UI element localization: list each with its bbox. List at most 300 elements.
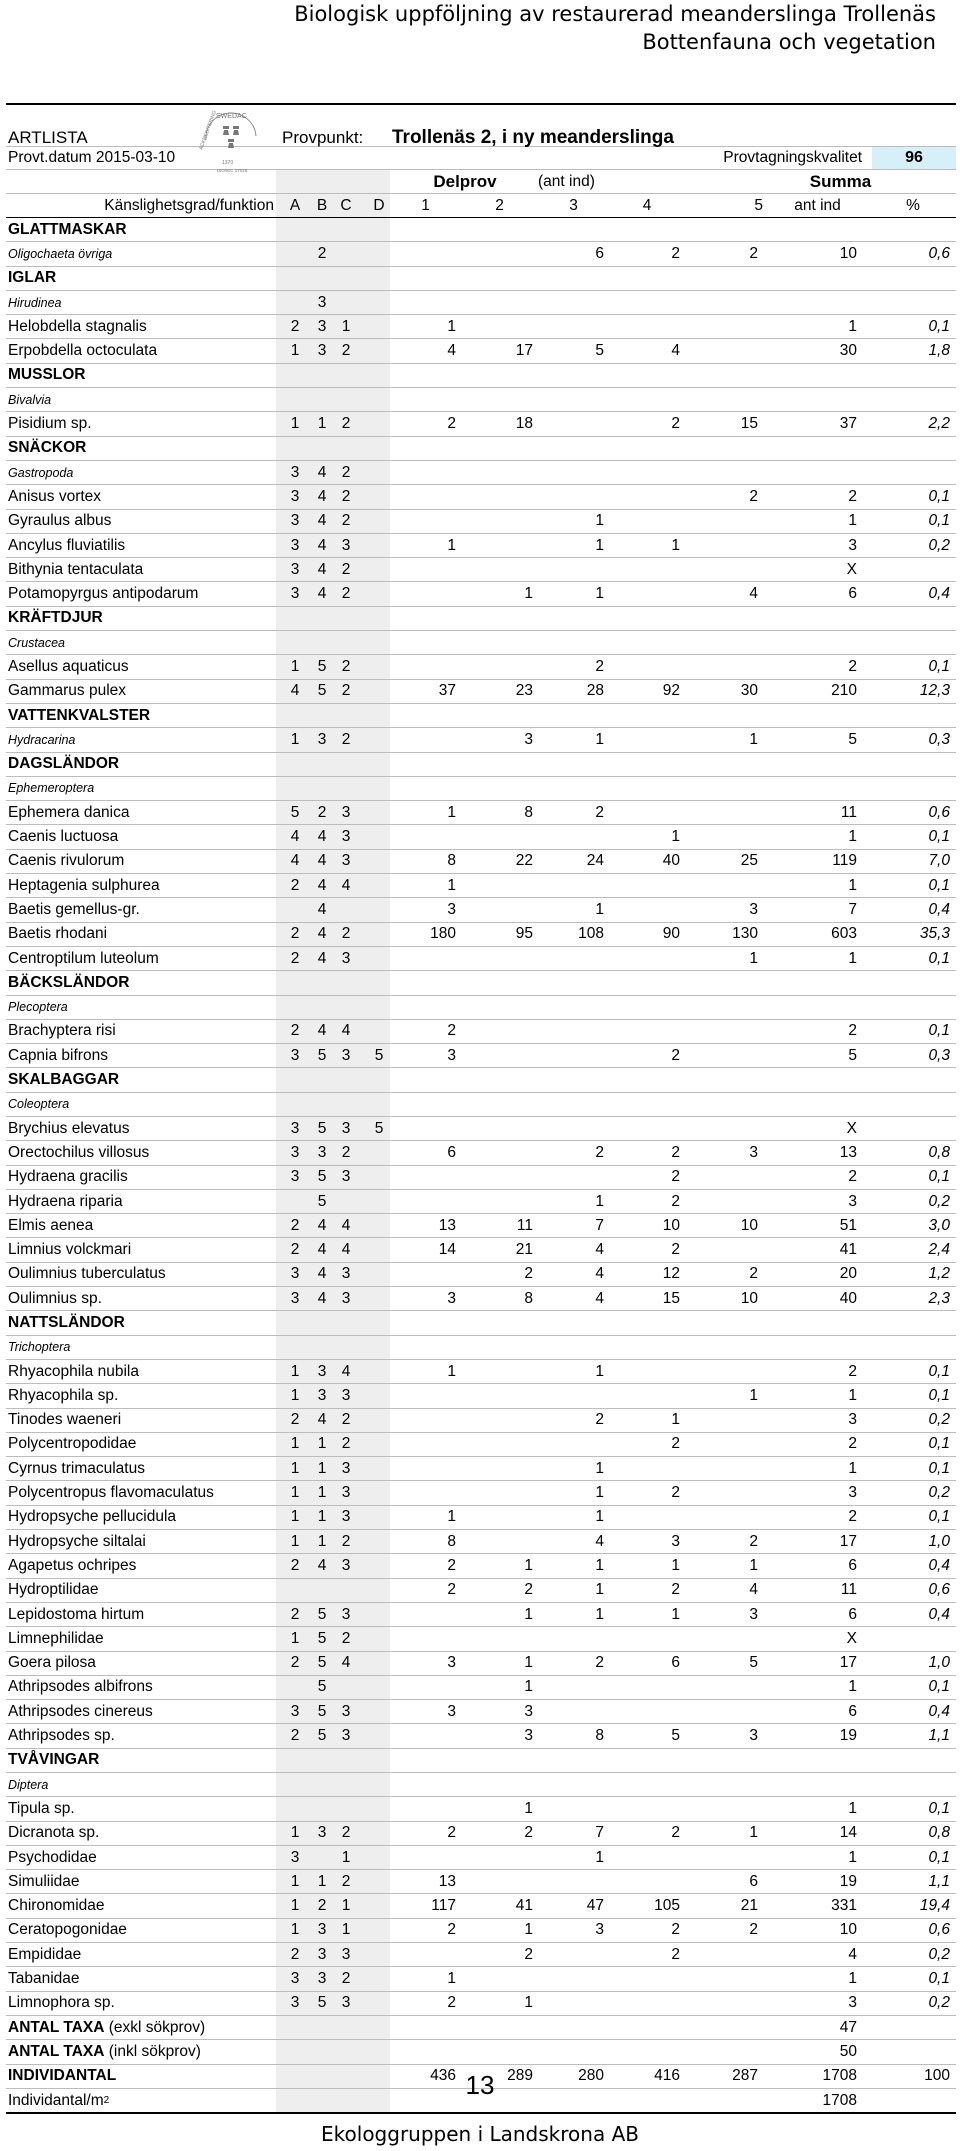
col-d-cell: 5 (374, 1119, 384, 1137)
species-row (6, 1238, 956, 1262)
col-3-cell: 1 (595, 1192, 604, 1210)
col-d-cell (370, 1652, 388, 1675)
col-d-cell (370, 1700, 388, 1723)
col-a-cell: 4 (290, 828, 300, 846)
group-name: SKALBAGGAR (8, 1071, 120, 1089)
col-5-cell (685, 825, 758, 848)
col-4-cell: 12 (662, 1265, 680, 1283)
antal-taxa-inkl-label (8, 2040, 278, 2063)
col-3-cell (538, 315, 604, 338)
col-5-cell (685, 801, 758, 824)
col-a-cell: 2 (290, 1241, 300, 1259)
species-row (6, 582, 956, 606)
col-1-cell: 2 (447, 1994, 456, 2012)
col-b-cell: 5 (317, 1192, 327, 1210)
col-4-cell (609, 801, 680, 824)
col-b-cell: 4 (317, 560, 327, 578)
col-3-cell: 2 (595, 1143, 604, 1161)
col-pct-cell: 0,1 (928, 1362, 950, 1380)
col-5-cell: 25 (740, 852, 758, 870)
col-pct-cell: 0,1 (928, 317, 950, 335)
col-1-cell (390, 1797, 456, 1820)
col-3-cell (538, 1967, 604, 1990)
col-pct-cell: 2,2 (928, 415, 950, 433)
col-1-cell: 2 (447, 1022, 456, 1040)
col-b-cell: 4 (317, 828, 327, 846)
col-c-cell: 3 (341, 1605, 351, 1623)
col-pct-cell: 0,1 (928, 1435, 950, 1453)
col-1-cell: 1 (447, 1508, 456, 1526)
col-c-cell: 2 (341, 585, 351, 603)
col-2-cell (461, 485, 533, 508)
col-4-cell: 1 (671, 1605, 680, 1623)
col-5-cell: 4 (749, 585, 758, 603)
col-b-cell: 5 (317, 1727, 327, 1745)
subgroup-row (6, 777, 956, 801)
species-row (6, 1992, 956, 2016)
species-name: Caenis luctuosa (8, 828, 119, 846)
col-4-cell (609, 728, 680, 751)
col-total-cell: 2 (848, 1508, 857, 1526)
species-row (6, 1506, 956, 1530)
col-3-cell: 1 (595, 536, 604, 554)
subgroup-name: Crustacea (8, 635, 65, 650)
col-2-cell (461, 1336, 533, 1359)
col-5-cell (685, 1846, 758, 1869)
col-b-cell: 5 (317, 1046, 327, 1064)
col-pct-cell: 0,4 (928, 1702, 950, 1720)
col-pct-cell: 0,1 (928, 487, 950, 505)
col-b-cell: 4 (317, 1241, 327, 1259)
col-5-cell: 30 (740, 682, 758, 700)
col-1-cell (390, 1481, 456, 1504)
col-3-cell (538, 1336, 604, 1359)
species-row (6, 1166, 956, 1190)
col-b-cell: 4 (317, 949, 327, 967)
col-total-cell: 6 (848, 585, 857, 603)
col-total-cell: 3 (848, 1994, 857, 2012)
col-a-cell: 1 (290, 1872, 300, 1890)
col-total-cell: X (846, 1629, 857, 1647)
date-row (6, 147, 956, 170)
col-b-cell: 4 (317, 1265, 327, 1283)
artlista-label: ARTLISTA (8, 127, 88, 147)
species-row (6, 947, 956, 971)
col-3-cell: 2 (595, 803, 604, 821)
col-d-cell (370, 947, 388, 970)
col-d-cell (370, 534, 388, 557)
abcd-shade (276, 2016, 390, 2039)
group-name: NATTSLÄNDOR (8, 1314, 125, 1331)
species-row (6, 1384, 956, 1408)
col-a-cell: 2 (290, 1654, 300, 1672)
col-c-cell (337, 1797, 355, 1820)
col-total-cell: 4 (848, 1945, 857, 1963)
subgroup-name: Trichoptera (8, 1340, 71, 1355)
col-c-cell: 3 (341, 1046, 351, 1064)
col-c-cell: 2 (341, 682, 351, 700)
col-b-cell (313, 996, 331, 1019)
col-d-cell (370, 412, 388, 435)
col-5-cell (685, 315, 758, 338)
col-3-cell: 7 (595, 1216, 604, 1234)
col-d-cell (370, 923, 388, 946)
col-c-cell: 4 (341, 1216, 351, 1234)
col-d-cell (370, 1822, 388, 1845)
col-3-cell: 4 (595, 1265, 604, 1283)
col-a-cell (286, 1093, 304, 1116)
col-a-cell: 1 (290, 342, 300, 360)
col-2-cell: 1 (524, 1678, 533, 1696)
col-a-cell (286, 1336, 304, 1359)
col-4-cell (609, 1384, 680, 1407)
col-2-cell (461, 558, 533, 581)
col-5-cell (685, 1700, 758, 1723)
col-pct-cell: 1,2 (928, 1265, 950, 1283)
col-pct-cell (872, 388, 950, 411)
col-pct-cell: 0,6 (928, 1921, 950, 1939)
svg-text:ACKREDITERING: ACKREDITERING (198, 109, 218, 151)
species-row (6, 1700, 956, 1724)
col-c-cell: 4 (341, 1241, 351, 1259)
col-c-cell: 2 (341, 342, 351, 360)
species-row (6, 655, 956, 679)
individantal-m2-value: 1708 (822, 2091, 857, 2109)
col-total-cell: 3 (848, 1411, 857, 1429)
col-3-cell (538, 1773, 604, 1796)
col-4-cell (609, 1676, 680, 1699)
abcd-shade (276, 437, 390, 460)
exkl-label: (exkl sökprov) (104, 2018, 206, 2036)
col-a-cell: 5 (290, 803, 300, 821)
col-total-cell: 1 (848, 1848, 857, 1866)
col-d-cell (370, 1773, 388, 1796)
col-4-cell (609, 1773, 680, 1796)
subgroup-name: Plecoptera (8, 1000, 68, 1015)
col-c-cell: 2 (341, 487, 351, 505)
species-name: Hydraena riparia (8, 1192, 123, 1210)
col-pct-cell: 0,1 (928, 1848, 950, 1866)
footer-text: Ekologgruppen i Landskrona AB (321, 2122, 639, 2146)
col-2-cell (461, 898, 533, 921)
col-b-cell (313, 1773, 331, 1796)
col-1-cell: 14 (438, 1241, 456, 1259)
col-a-cell: 1 (290, 1532, 300, 1550)
svg-text:SWEDAC: SWEDAC (216, 113, 247, 120)
col-5-cell: 3 (749, 1605, 758, 1623)
col-b-cell: 2 (317, 1897, 327, 1915)
col-total-cell: 30 (839, 342, 857, 360)
abcd-shade (276, 607, 390, 630)
col-2-cell (461, 947, 533, 970)
col-1-cell: 1 (447, 803, 456, 821)
col-total-cell: 11 (840, 803, 857, 821)
col-total-cell: 2 (848, 1435, 857, 1453)
col-c-cell: 1 (341, 317, 351, 335)
col-b-cell: 4 (317, 1022, 327, 1040)
col-d-cell (370, 1093, 388, 1116)
col-total-cell (763, 631, 857, 654)
col-2-cell (461, 461, 533, 484)
col-5-cell: 1 (749, 1556, 758, 1574)
col-c-cell: 3 (341, 1289, 351, 1307)
col-4-cell: 1 (671, 1411, 680, 1429)
col-2-cell: 1 (524, 1994, 533, 2012)
col-1-cell (390, 996, 456, 1019)
species-name: Hydropsyche pellucidula (8, 1508, 177, 1526)
col-2-cell: 3 (524, 1727, 533, 1745)
species-name: Limnophora sp. (8, 1994, 115, 2012)
group-row (6, 364, 956, 388)
col-5-cell: 1 (749, 1386, 758, 1404)
col-pct-header: % (906, 196, 920, 214)
col-pct-cell (872, 631, 950, 654)
species-row (6, 1263, 956, 1287)
col-1-cell (390, 1336, 456, 1359)
species-row (6, 339, 956, 363)
col-2-cell: 1 (524, 1605, 533, 1623)
col-3-cell: 4 (595, 1289, 604, 1307)
col-total-cell: 11 (840, 1581, 857, 1599)
col-3-cell: 1 (595, 730, 604, 748)
col-2-cell (461, 1967, 533, 1990)
col-c-cell: 2 (341, 1872, 351, 1890)
species-row (6, 1870, 956, 1894)
col-2-cell: 8 (524, 803, 533, 821)
col-4-cell (609, 315, 680, 338)
col-d-cell (370, 1724, 388, 1747)
col-c-cell: 3 (341, 1994, 351, 2012)
antal-taxa-inkl-row (6, 2040, 956, 2064)
col-a-cell: 2 (290, 1556, 300, 1574)
col-3-cell (538, 461, 604, 484)
col-5-cell (685, 996, 758, 1019)
col-total-cell: 40 (839, 1289, 857, 1307)
col-pct-cell: 0,4 (928, 1605, 950, 1623)
subgroup-row (6, 1093, 956, 1117)
species-row (6, 825, 956, 849)
col-1-cell (390, 461, 456, 484)
species-name: Pisidium sp. (8, 415, 92, 433)
col-3-cell (538, 1433, 604, 1456)
species-row (6, 923, 956, 947)
col-1-cell: 2 (447, 1921, 456, 1939)
col-d-cell (370, 1870, 388, 1893)
col-2-cell: 3 (524, 1702, 533, 1720)
col-d-cell (370, 874, 388, 897)
col-total-cell: 1 (848, 1459, 857, 1477)
col-a-cell (286, 1773, 304, 1796)
col-total-cell: 2 (848, 1362, 857, 1380)
species-row (6, 1894, 956, 1918)
col-d-cell (370, 1797, 388, 1820)
col-5-cell (685, 655, 758, 678)
col-4-cell: 2 (671, 1945, 680, 1963)
col-2-cell (461, 1141, 533, 1164)
col-b-cell (313, 1797, 331, 1820)
species-row (6, 1943, 956, 1967)
col-total-cell: 1 (848, 1386, 857, 1404)
col-5-cell: 6 (749, 1872, 758, 1890)
subgroup-row (6, 996, 956, 1020)
species-row (6, 1481, 956, 1505)
col-b-cell: 3 (317, 293, 327, 311)
col-total-cell: 1 (848, 828, 857, 846)
col-4-cell (609, 1967, 680, 1990)
col-1-cell (390, 242, 456, 265)
species-name: Agapetus ochripes (8, 1556, 137, 1574)
col-2-cell (461, 1433, 533, 1456)
abcd-shade (276, 704, 390, 727)
col-total-cell: 13 (839, 1143, 857, 1161)
col-c-cell: 3 (341, 1459, 351, 1477)
col-1-cell (390, 1093, 456, 1116)
col-3-cell: 47 (586, 1897, 604, 1915)
col-a-cell: 2 (290, 1022, 300, 1040)
col-3-cell (538, 947, 604, 970)
col-b-cell: 3 (317, 1921, 327, 1939)
col-1-cell: 2 (447, 1824, 456, 1842)
col-c-cell: 3 (341, 1727, 351, 1745)
group-row (6, 704, 956, 728)
col-b-cell (313, 1336, 331, 1359)
subgroup-row (6, 728, 956, 752)
col-2-cell (461, 1481, 533, 1504)
col-4-cell (609, 510, 680, 533)
col-1-cell (390, 1117, 456, 1140)
col-4-cell: 4 (671, 342, 680, 360)
col-pct-cell: 0,1 (928, 876, 950, 894)
species-name: Oulimnius sp. (8, 1289, 102, 1307)
group-name: SNÄCKOR (8, 439, 87, 457)
col-pct-cell: 0,3 (928, 1046, 950, 1064)
species-name: Athripsodes cinereus (8, 1702, 153, 1720)
col-c-cell: 3 (341, 803, 351, 821)
col-4-cell: 105 (654, 1897, 680, 1915)
col-a-cell: 3 (290, 512, 300, 530)
col-1-cell: 3 (447, 900, 456, 918)
col-d-cell (370, 1409, 388, 1432)
col-5-cell (685, 1627, 758, 1650)
col-1-cell (390, 1846, 456, 1869)
col-3-cell: 108 (578, 925, 604, 943)
col-2-cell (461, 996, 533, 1019)
col-a-cell: 2 (290, 1605, 300, 1623)
col-total-cell: 3 (848, 1192, 857, 1210)
col-total-cell: 2 (848, 1022, 857, 1040)
col-1-cell (390, 582, 456, 605)
col-3-cell (538, 1870, 604, 1893)
col-2-cell (461, 315, 533, 338)
species-row (6, 1020, 956, 1044)
col-1-cell: 13 (438, 1872, 456, 1890)
col-a-cell (286, 388, 304, 411)
col-2-cell: 1 (524, 1556, 533, 1574)
col-pct-cell: 0,6 (928, 803, 950, 821)
col-5-cell (685, 631, 758, 654)
col-1-cell (390, 1409, 456, 1432)
species-list-table (6, 103, 956, 2114)
col-c-cell: 3 (341, 1702, 351, 1720)
col-5-cell (685, 1506, 758, 1529)
col-a-cell: 2 (290, 317, 300, 335)
col-4-cell (609, 947, 680, 970)
col-1-cell (390, 947, 456, 970)
col-3-cell: 24 (586, 852, 604, 870)
col-1-cell (390, 558, 456, 581)
col-2-cell (461, 1384, 533, 1407)
col-a-cell (286, 898, 304, 921)
species-name: Centroptilum luteolum (8, 949, 159, 967)
kvalitet-label: Provtagningskvalitet (723, 149, 862, 166)
col-5-cell (685, 339, 758, 362)
col-a-cell (286, 996, 304, 1019)
inkl-label: (inkl sökprov) (104, 2042, 201, 2060)
col-3-cell: 1 (595, 1605, 604, 1623)
col-a-cell: 1 (290, 1484, 300, 1502)
col-c-cell: 3 (341, 949, 351, 967)
col-d-cell (370, 1238, 388, 1261)
col-5-cell: 2 (749, 244, 758, 262)
col-a-cell: 3 (290, 1046, 300, 1064)
col-5-cell: 130 (732, 925, 758, 943)
col-5-cell (685, 1433, 758, 1456)
col-b-cell: 5 (317, 682, 327, 700)
col-total-cell: 1 (848, 1678, 857, 1696)
species-name: Helobdella stagnalis (8, 317, 147, 335)
col-5-cell: 10 (740, 1216, 758, 1234)
group-row (6, 607, 956, 631)
col-3-cell (538, 1384, 604, 1407)
col-a-cell: 3 (290, 1970, 300, 1988)
species-row (6, 558, 956, 582)
col-3-cell (538, 388, 604, 411)
col-5-cell (685, 534, 758, 557)
col-a-cell: 2 (290, 1727, 300, 1745)
subgroup-name: Oligochaeta övriga (8, 246, 113, 261)
abcd-shade (276, 1068, 390, 1091)
col-4-cell: 2 (671, 415, 680, 433)
col-pct-cell: 0,1 (928, 828, 950, 846)
species-name: Polycentropodidae (8, 1435, 137, 1453)
col-b-cell: 5 (317, 1605, 327, 1623)
col-c-cell: 3 (341, 1168, 351, 1186)
col-pct-cell (872, 1093, 950, 1116)
species-row (6, 801, 956, 825)
col-total-cell: 1 (848, 876, 857, 894)
col-2-cell: 1 (524, 1921, 533, 1939)
col-d-cell (370, 825, 388, 848)
col-a-cell: 3 (290, 463, 300, 481)
col-d-cell (370, 1579, 388, 1602)
species-row (6, 1797, 956, 1821)
col-3-cell: 1 (595, 1484, 604, 1502)
col-b-cell: 3 (317, 730, 327, 748)
col-d-cell (370, 1919, 388, 1942)
species-name: Caenis rivulorum (8, 852, 125, 870)
individantal-pct: 100 (924, 2067, 950, 2085)
col-1-cell: 2 (447, 1581, 456, 1599)
col-a-cell: 3 (290, 560, 300, 578)
col-4-cell (609, 777, 680, 800)
col-b-cell (313, 777, 331, 800)
antal-taxa-inkl-value: 50 (839, 2042, 857, 2060)
col-1-cell (390, 291, 456, 314)
col-a-cell: 1 (290, 1362, 300, 1380)
col-1-cell: 13 (438, 1216, 456, 1234)
species-row (6, 412, 956, 436)
svg-text:ISO/IEC 17025: ISO/IEC 17025 (217, 168, 248, 173)
